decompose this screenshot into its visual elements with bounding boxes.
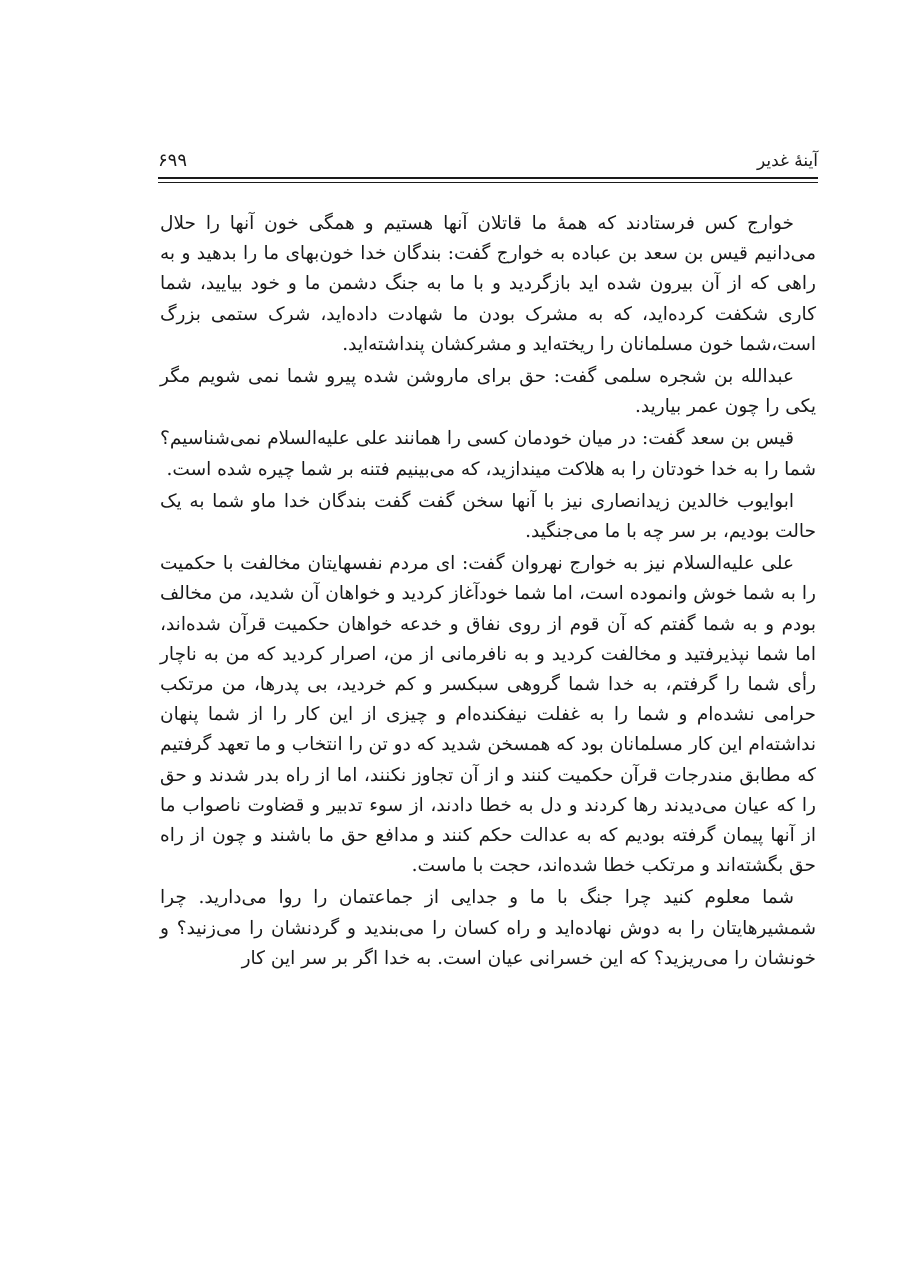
header-rule-thick	[158, 177, 818, 179]
book-title: آینهٔ غدیر	[756, 151, 818, 171]
paragraph: قیس بن سعد گفت: در میان خودمان کسی را همانند علی عليه‌السلام نمی‌شناسیم؟ شما را به خدا خودتان را به هلاکت میندازید، که می‌بینیم فتنه بر شما چیره شده است.	[160, 428, 816, 480]
paragraph: خوارج کس فرستادند که همهٔ ما قاتلان آنها هستیم و همگی خون آنها را حلال می‌دانیم قیس بن سعد بن عباده به خوارج گفت: بندگان خدا خون‌بهای ما را بدهید و به راهی که از آن بیرون شده اید بازگردید و با ما به جنگ دشمن ما و خود بیایید، شما کاری شکفت کرده‌اید، که به مشرک بودن ما شهادت داده‌اید، شرک ستمی بزرگ است،شما خون مسلمانان را ریخته‌اید و مشرکشان پنداشته‌اید.	[160, 213, 816, 355]
body-text	[160, 209, 816, 976]
paragraph: ابوایوب خالدین زیدانصاری نیز با آنها سخن گفت گفت بندگان خدا ماو شما به یک حالت بودیم، بر سر چه با ما می‌جنگید.	[160, 490, 816, 543]
paragraph: علی عليه‌السلام نیز به خوارج نهروان گفت: ای مردم نفسهایتان مخالفت با حکمیت را به شما خوش وانموده است، اما شما خودآغاز کردید و خواهان آن شدید، من مخالف بودم و به شما گفتم که آن قوم از روی نفاق و خدعه خواهان حکمیت قرآن شده‌اند، اما شما نپذیرفتید و مخالفت کردید و به نافرمانی از من، اصرار کردید که من به ناچار رأی شما را گرفتم، به خدا شما گروهی سبکسر و کم خردید، بی پدرها، من مرتکب حرامی نشده‌ام و شما را به غفلت نیفکنده‌ام و چیزی از این کار را از شما پنهان نداشته‌ام این کار مسلمانان بود که همسخن شدید که دو تن را انتخاب و ما تعهد گرفتیم که مطابق مندرجات قرآن حکمیت کنند و از آن تجاوز نکنند، اما از راه بدر شدند و حق را که عیان می‌دیدند رها کردند و دل به خطا دادند، از سوء تدبیر و قضاوت ناصواب ما از آنها پیمان گرفته بودیم که به عدالت حکم کنند و مدافع حق ما باشند و چون از راه حق بگشته‌اند و مرتکب خطا شده‌اند، حجت با ماست.	[160, 553, 816, 877]
paragraph: عبدالله بن شجره سلمی گفت: حق برای ماروشن شده پیرو شما نمی شویم مگر یکی را چون عمر بیارید.	[160, 366, 816, 418]
page-number: ۶۹۹	[158, 150, 188, 171]
running-header	[158, 147, 818, 175]
paragraph: شما معلوم کنید چرا جنگ با ما و جدایی از جماعتمان را روا می‌دارید. چرا شمشیرهایتان را به دوش نهاده‌اید و راه کسان را می‌بندید و گردنشان را می‌زنید؟ و خونشان را می‌ریزید؟ که این خسرانی عیان است. به خدا اگر بر سر این کار	[160, 887, 816, 969]
header-rule-thin	[158, 182, 818, 183]
